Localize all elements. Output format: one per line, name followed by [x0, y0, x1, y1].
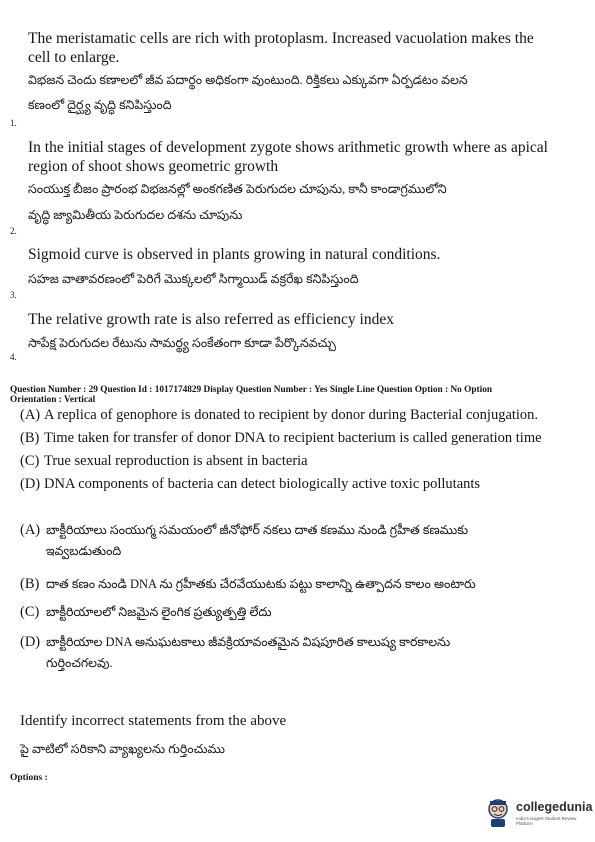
statement-te-c-line-1: బాక్టీరియాలలో నిజమైన లైంగిక ప్రత్యుత్పత్తి లేదు: [46, 605, 272, 619]
statement-te-a: [20, 520, 580, 562]
statement-label: (B): [20, 576, 40, 592]
question-meta-line-2: Orientation : Vertical: [10, 395, 96, 405]
collegedunia-logo: [486, 796, 593, 832]
statement-te-a-line-2: ఇవ్వబడుతుంది: [46, 544, 122, 558]
statement-te-b-line-1: దాత కణం నుండి DNA ను గ్రహీతకు చేరవేయుటకు పట్టు కాలాన్ని ఉత్పాదన కాలం అంటారు: [46, 577, 476, 591]
logo-name: collegedunia: [516, 800, 593, 814]
option-1-te-line-1: విభజన చెందు కణాలలో జీవ పదార్థం అధికంగా వుంటుంది. రిక్తికలు ఎక్కువగా ఏర్పడటం వలన: [28, 73, 468, 87]
instruction-en: Identify incorrect statements from the above: [20, 713, 287, 729]
instruction-te: పై వాటిలో సరికాని వ్యాఖ్యలను గుర్తించుము: [20, 742, 225, 756]
option-4-en-line-1: The relative growth rate is also referred as efficiency index: [28, 311, 394, 328]
statement-text: DNA components of bacteria can detect biologically active toxic pollutants: [44, 476, 481, 492]
option-2-te-line-1: సంయుక్త బీజం ప్రారంభ విభజనల్లో అంకగణిత పెరుగుదల చూపును, కానీ కాండాగ్రములోని: [28, 182, 447, 196]
option-2-en-line-2: region of shoot shows geometric growth: [28, 158, 279, 175]
statement-text: True sexual reproduction is absent in bacteria: [44, 453, 308, 469]
statement-text: Time taken for transfer of donor DNA to recipient bacterium is called generation time: [44, 430, 542, 446]
statement-te-a-line-1: బాక్టీరియాలు సంయుగ్మ సమయంలో జీనోఫోర్ నకలు దాత కణము నుండి గ్రహీత కణముకు: [46, 523, 469, 537]
option-1-en-line-1: The meristamatic cells are rich with protoplasm. Increased vacuolation makes the: [28, 30, 534, 47]
option-1-te-line-2: కణంలో దైర్ఘ్య వృద్ధి కనిపిస్తుంది: [28, 98, 172, 112]
option-4-te-line-1: సాపేక్ష పెరుగుదల రేటును సామర్థ్య సంకేతంగా కూడా పేర్కొనవచ్చు: [28, 336, 337, 350]
statement-label: (A): [20, 407, 41, 423]
statement-te-d-line-2: గుర్తించగలవు.: [46, 656, 113, 670]
statement-te-b: [20, 574, 580, 595]
option-2-en-line-1: In the initial stages of development zygote shows arithmetic growth where as apical: [28, 139, 548, 156]
option-1-number: 1.: [10, 118, 17, 128]
student-mascot-icon: [486, 798, 510, 828]
statement-label: (B): [20, 430, 40, 446]
statement-te-d: [20, 632, 580, 674]
statement-en-b: [20, 429, 542, 448]
question-meta-line-1: Question Number : 29 Question Id : 1017174829 Display Question Number : Yes Single Line Question Option : No Option: [10, 385, 493, 395]
option-2-number: 2.: [10, 226, 17, 236]
statement-text: A replica of genophore is donated to recipient by donor during Bacterial conjugation.: [44, 407, 539, 423]
statement-te-c: [20, 602, 580, 623]
statement-en-a: [20, 406, 538, 425]
option-3-en-line-1: Sigmoid curve is observed in plants growing in natural conditions.: [28, 246, 441, 263]
statement-label: (D): [20, 476, 41, 492]
statement-en-d: [20, 475, 480, 494]
options-label: Options :: [10, 773, 48, 783]
statement-label: (A): [20, 522, 41, 538]
statement-te-d-line-1: బాక్టీరియాల DNA అనుఘటకాలు జీవక్రియావంతమైన విషపూరిత కాలుష్య కారకాలను: [46, 635, 451, 649]
logo-tagline: India's largest Student Review Platform: [516, 816, 577, 826]
option-1-en-line-2: cell to enlarge.: [28, 49, 120, 66]
option-3-te-line-1: సహజ వాతావరణంలో పెరిగే మొక్కలలో సిగ్మాయిడ్ వక్రరేఖ కనిపిస్తుంది: [28, 272, 359, 286]
statement-en-c: [20, 452, 308, 471]
option-2-te-line-2: వృద్ధి జ్యామితీయ పెరుగుదల దశను చూపును: [28, 208, 243, 222]
statement-label: (D): [20, 634, 41, 650]
statement-label: (C): [20, 604, 40, 620]
option-3-number: 3.: [10, 290, 17, 300]
option-4-number: 4.: [10, 352, 17, 362]
statement-label: (C): [20, 453, 40, 469]
